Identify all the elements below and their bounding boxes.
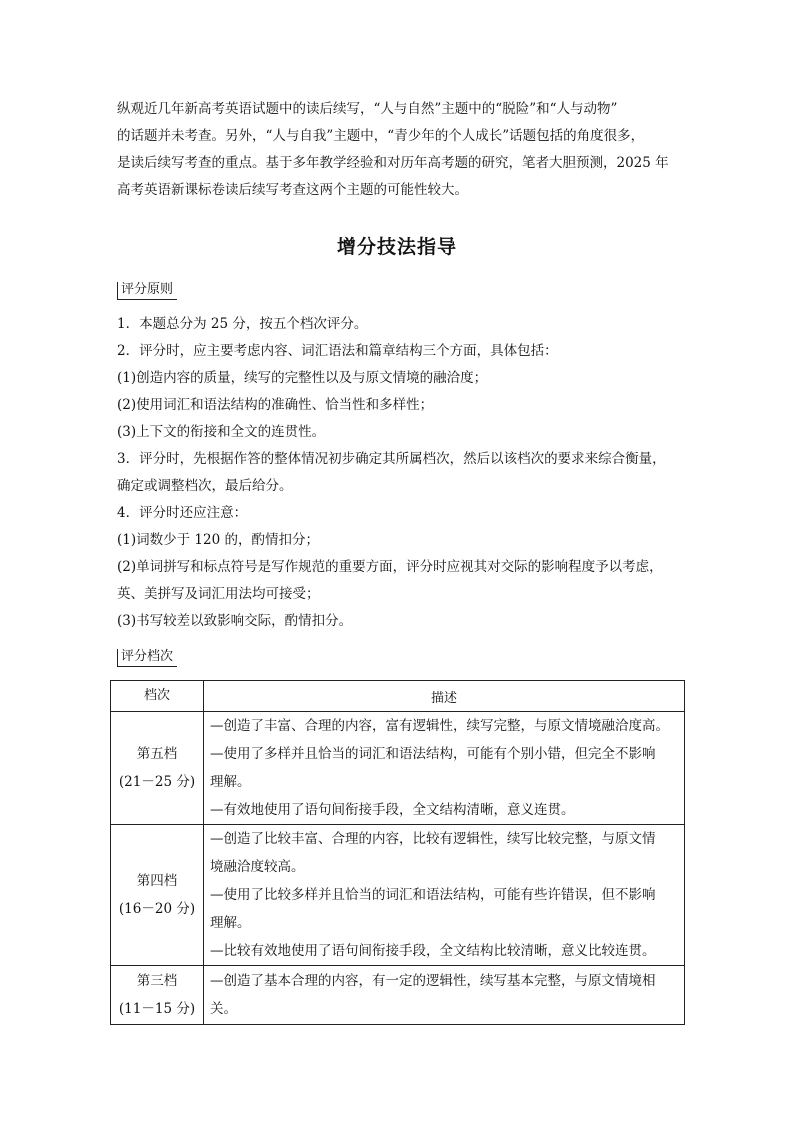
intro-line: 的话题并未考查。另外，“人与自我”主题中，“青少年的个人成长”话题包括的角度很多， (117, 128, 645, 144)
description-line: 境融洽度较高。 (210, 859, 305, 875)
scoring-levels-label: 评分档次 (117, 649, 177, 667)
scoring-levels-table (110, 680, 685, 1025)
rule-line: 3．评分时，先根据作答的整体情况初步确定其所属档次，然后以该档次的要求来综合衡量， (117, 451, 666, 467)
rule-line: (2)使用词汇和语法结构的准确性、恰当性和多样性； (117, 397, 434, 413)
description-line: —创造了基本合理的内容，有一定的逻辑性，续写基本完整，与原文情境相 (210, 973, 656, 989)
rule-line: 1．本题总分为 25 分，按五个档次评分。 (117, 316, 368, 332)
level-range: (11－15 分) (118, 1001, 196, 1017)
level-name: 第三档 (136, 973, 178, 989)
rule-line: (1)创造内容的质量，续写的完整性以及与原文情境的融洽度； (117, 370, 488, 386)
intro-paragraph (117, 96, 687, 204)
rule-line: (3)书写较差以致影响交际，酌情扣分。 (117, 613, 353, 629)
scoring-rules (117, 311, 687, 635)
description-line: 理解。 (210, 774, 251, 790)
level-name: 第四档 (136, 873, 178, 889)
table-header-row (111, 681, 685, 712)
intro-line: 纵观近几年新高考英语试题中的读后续写，“人与自然”主题中的“脱险”和“人与动物” (117, 101, 618, 117)
description-line: —有效地使用了语句间衔接手段，全文结构清晰，意义连贯。 (210, 802, 575, 818)
description-line: —使用了多样并且恰当的词汇和语法结构，可能有个别小错，但完全不影响 (210, 746, 656, 762)
intro-line: 高考英语新课标卷读后续写考查这两个主题的可能性较大。 (117, 182, 468, 198)
scoring-principles-label: 评分原则 (117, 282, 177, 300)
rule-line: 确定或调整档次，最后给分。 (117, 478, 293, 494)
level-cell (111, 825, 204, 966)
description-cell (204, 712, 685, 825)
rule-line: 英、美拼写及词汇用法均可接受； (117, 586, 320, 602)
description-line: —比较有效地使用了语句间衔接手段，全文结构比较清晰，意义比较连贯。 (210, 943, 656, 959)
rule-line: (2)单词拼写和标点符号是写作规范的重要方面，评分时应视其对交际的影响程度予以考虑， (117, 559, 663, 575)
level-cell (111, 966, 204, 1025)
intro-line: 是读后续写考查的重点。基于多年教学经验和对历年高考题的研究，笔者大胆预测，2025 年 (117, 155, 669, 171)
description-line: —使用了比较多样并且恰当的词汇和语法结构，可能有些许错误，但不影响 (210, 887, 656, 903)
description-line: —创造了丰富、合理的内容，富有逻辑性，续写完整，与原文情境融洽度高。 (210, 718, 669, 734)
description-line: —创造了比较丰富、合理的内容，比较有逻辑性，续写比较完整，与原文情 (210, 831, 656, 847)
header-level: 档次 (111, 681, 204, 712)
table-row (111, 712, 685, 825)
rule-line: (1)词数少于 120 的，酌情扣分； (117, 532, 319, 548)
description-line: 理解。 (210, 915, 251, 931)
section-title: 增分技法指导 (336, 236, 457, 258)
level-range: (21－25 分) (118, 774, 196, 790)
level-name: 第五档 (136, 746, 178, 762)
level-range: (16－20 分) (118, 901, 196, 917)
level-cell (111, 712, 204, 825)
header-description: 描述 (204, 681, 685, 712)
rule-line: 2．评分时，应主要考虑内容、词汇语法和篇章结构三个方面，具体包括： (117, 343, 558, 359)
table-row (111, 966, 685, 1025)
rule-line: (3)上下文的衔接和全文的连贯性。 (117, 424, 326, 440)
description-cell (204, 825, 685, 966)
description-cell (204, 966, 685, 1025)
rule-line: 4．评分时还应注意： (117, 505, 248, 521)
table-row (111, 825, 685, 966)
description-line: 关。 (210, 1001, 237, 1017)
